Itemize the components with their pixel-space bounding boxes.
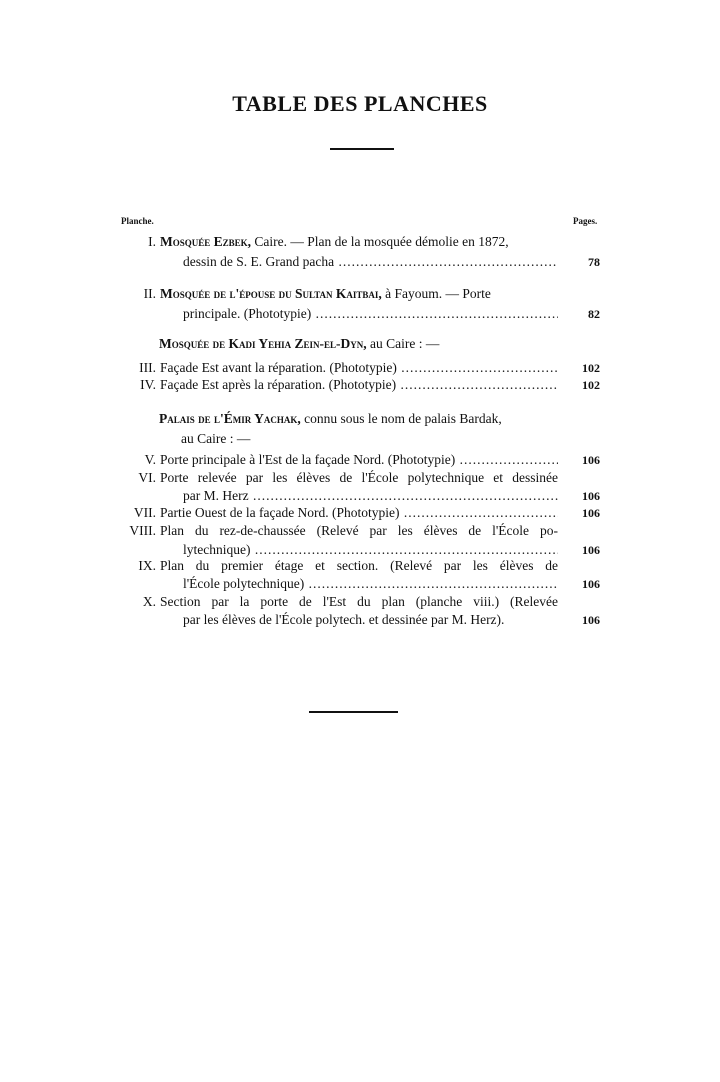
entry-text: Façade Est après la réparation. (Phototypie) ..... bbox=[160, 377, 558, 393]
page-number: 106 bbox=[582, 506, 600, 520]
plate-number: VII. bbox=[133, 505, 156, 520]
page-number: 106 bbox=[582, 543, 600, 557]
plate-number: IV. bbox=[140, 377, 156, 392]
entry-plate-9 bbox=[113, 558, 600, 592]
plate-number: VI. bbox=[138, 470, 156, 485]
page-number: 102 bbox=[582, 378, 600, 392]
entry-plate-5 bbox=[113, 452, 600, 468]
section-text: au Caire : — bbox=[366, 336, 440, 351]
section-title-caps: Mosquée de Kadi Yehia Zein-el-Dyn, bbox=[159, 336, 367, 351]
section-title-caps: Palais de l'Émir Yachak, bbox=[159, 411, 301, 426]
plate-number: VIII. bbox=[129, 523, 156, 538]
entry-title-caps: Mosquée de l'épouse du Sultan Kaitbai, bbox=[160, 286, 382, 301]
page-number: 82 bbox=[588, 307, 600, 321]
section-heading-palais-yachak bbox=[159, 409, 559, 449]
entry-text: l'École polytechnique) ..... bbox=[183, 576, 558, 592]
page-number: 106 bbox=[582, 577, 600, 591]
entry-text: par M. Herz ..... bbox=[183, 488, 558, 504]
plate-number: III. bbox=[139, 360, 156, 375]
page-number: 102 bbox=[582, 361, 600, 375]
page-number: 106 bbox=[582, 453, 600, 467]
end-rule bbox=[309, 711, 398, 713]
entry-text: Porte relevée par les élèves de l'École polytechnique et dessinée bbox=[160, 470, 558, 485]
section-text: connu sous le nom de palais Bardak, bbox=[300, 411, 502, 426]
page-number: 78 bbox=[588, 255, 600, 269]
plate-number: X. bbox=[142, 594, 156, 609]
section-heading-mosquee-kadi bbox=[159, 334, 559, 354]
entry-text: Plan du premier étage et section. (Relevé par les élèves de bbox=[160, 558, 558, 573]
column-header-pages: Pages. bbox=[573, 216, 598, 226]
title-rule bbox=[330, 148, 394, 150]
entry-plate-10 bbox=[113, 594, 600, 628]
entry-text: par les élèves de l'École polytech. et dessinée par M. Herz). bbox=[183, 612, 505, 627]
section-text: au Caire : — bbox=[181, 431, 251, 446]
entry-text: lytechnique) ..... bbox=[183, 542, 558, 558]
entry-plate-7 bbox=[113, 505, 600, 521]
page-number: 106 bbox=[582, 613, 600, 627]
plate-number: I. bbox=[148, 234, 156, 249]
entry-plate-6 bbox=[113, 470, 600, 504]
entry-plate-4 bbox=[113, 377, 600, 393]
entry-text: Façade Est avant la réparation. (Phototypie) ..... bbox=[160, 360, 558, 376]
plate-number: V. bbox=[144, 452, 156, 467]
entry-text: Caire. — Plan de la mosquée démolie en 1872, bbox=[251, 234, 509, 249]
column-header-planche: Planche. bbox=[121, 216, 154, 226]
entry-text: principale. (Phototypie) ..... bbox=[183, 306, 558, 322]
entry-text: Section par la porte de l'Est du plan (planche viii.) (Relevée bbox=[160, 594, 558, 609]
entry-title-caps: Mosquée Ezbek, bbox=[160, 234, 252, 249]
plate-number: II. bbox=[143, 286, 156, 301]
entry-plate-1 bbox=[113, 234, 600, 270]
page-number: 106 bbox=[582, 489, 600, 503]
entry-text: dessin de S. E. Grand pacha ..... bbox=[183, 254, 558, 270]
entry-plate-8 bbox=[113, 523, 600, 558]
entry-text: à Fayoum. — Porte bbox=[381, 286, 491, 301]
entry-text: Porte principale à l'Est de la façade Nord. (Phototypie) ..... bbox=[160, 452, 558, 468]
entry-text: Plan du rez-de-chaussée (Relevé par les élèves de l'École po- bbox=[160, 523, 558, 538]
entry-plate-2 bbox=[113, 286, 600, 322]
plate-number: IX. bbox=[138, 558, 156, 573]
entry-text: Partie Ouest de la façade Nord. (Phototypie) ..... bbox=[160, 505, 558, 521]
page-title: TABLE DES PLANCHES bbox=[232, 91, 488, 116]
entry-plate-3 bbox=[113, 360, 600, 376]
